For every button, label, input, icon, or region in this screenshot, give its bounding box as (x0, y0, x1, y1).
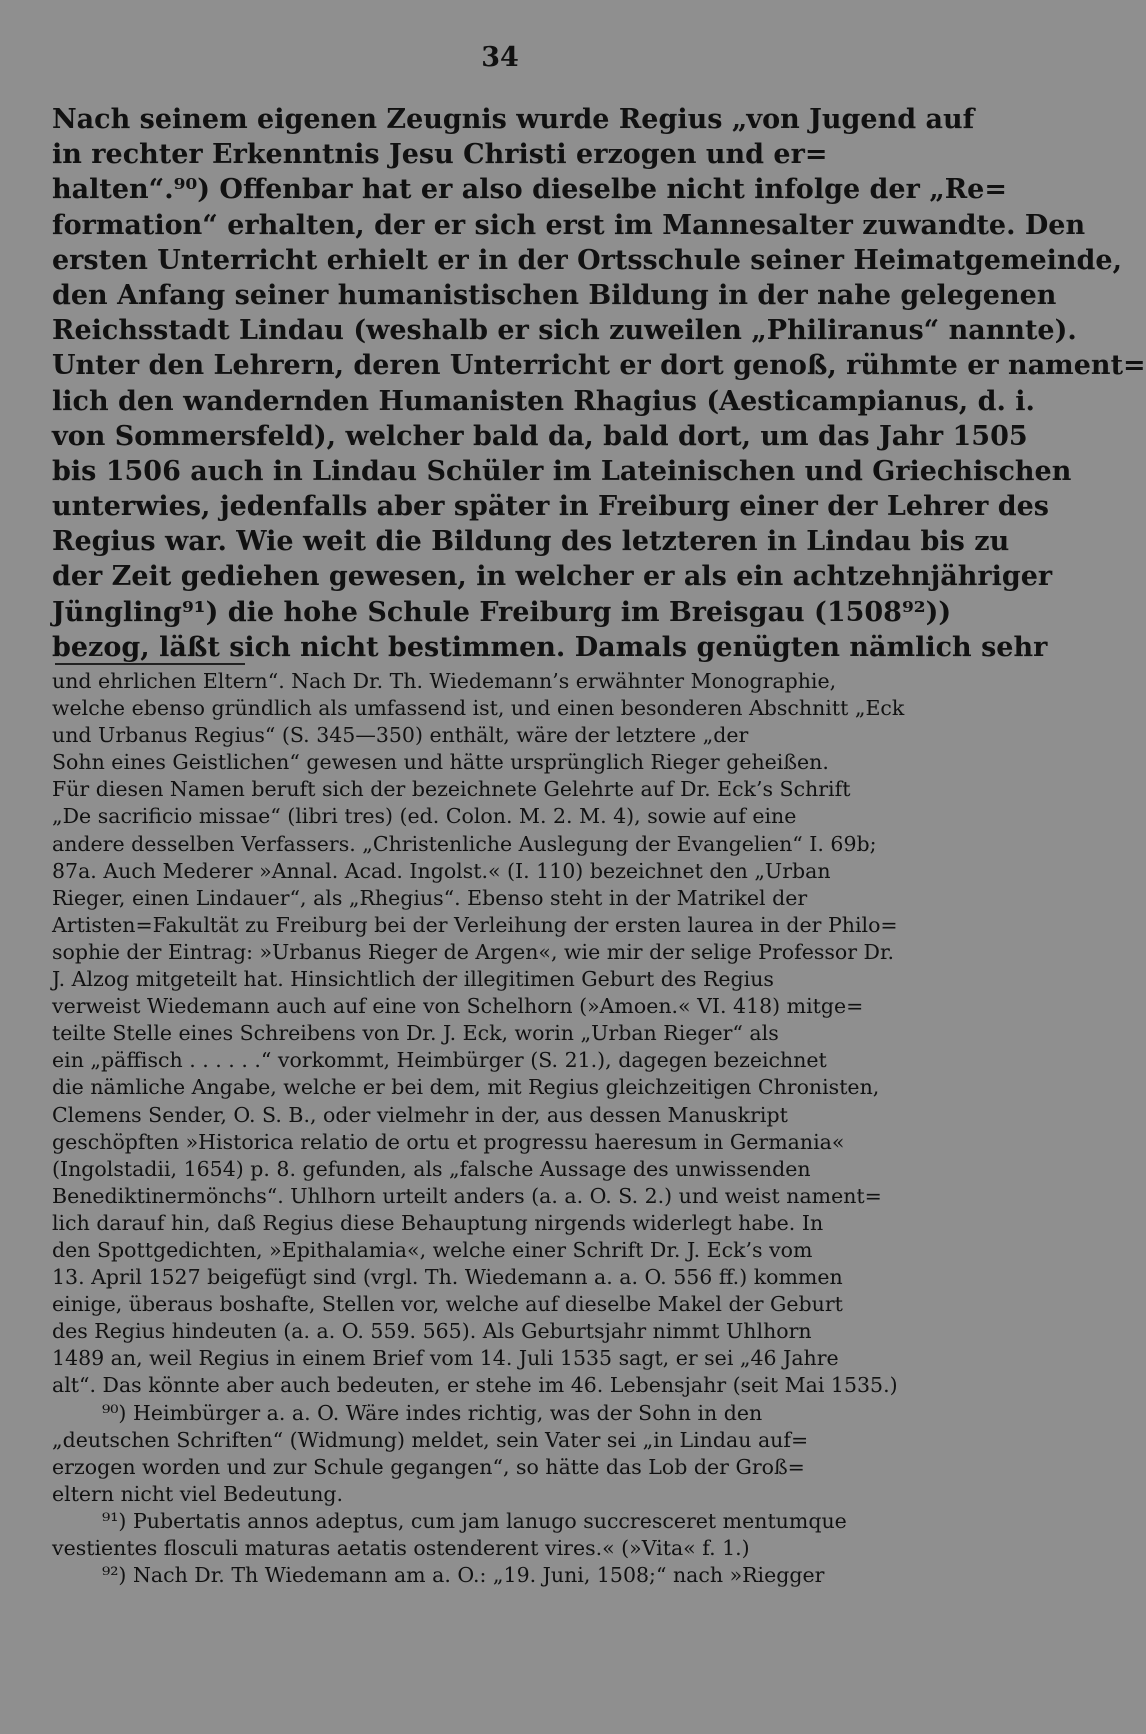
footnote-line: vestientes flosculi maturas aetatis ostenderent vires.« (»Vita« f. 1.) (52, 1536, 750, 1560)
footnote-line: Artisten=Fakultät zu Freiburg bei der Verleihung der ersten laurea in der Philo= (52, 912, 898, 937)
footnote-line: (Ingolstadii, 1654) p. 8. gefunden, als „falsche Aussage des unwissenden (52, 1156, 811, 1181)
footnote-separator (55, 663, 245, 665)
main-text-line: Nach seinem eigenen Zeugnis wurde Regius „von Jugend auf (52, 104, 975, 135)
main-text-line: Regius war. Wie weit die Bildung des letzteren in Lindau bis zu (52, 526, 1010, 558)
main-text-line: ersten Unterricht erhielt er in der Ortsschule seiner Heimatgemeinde, (52, 244, 1122, 276)
footnote-line: „De sacrificio missae“ (libri tres) (ed. Colon. M. 2. M. 4), sowie auf eine (52, 804, 797, 829)
footnote-line: den Spottgedichten, »Epithalamia«, welche einer Schrift Dr. J. Eck’s vom (52, 1237, 813, 1262)
footnote-line: J. Alzog mitgeteilt hat. Hinsichtlich der illegitimen Geburt des Regius (52, 967, 774, 992)
footnote-line: 13. April 1527 beigefügt sind (vrgl. Th. Wiedemann a. a. O. 556 ff.) kommen (52, 1265, 843, 1290)
main-text-line: den Anfang seiner humanistischen Bildung in der nahe gelegenen (52, 279, 1057, 311)
main-text-line: Jüngling⁹¹) die hohe Schule Freiburg im Breisgau (1508⁹²)) (52, 596, 952, 628)
footnote-line: alt“. Das könnte aber auch bedeuten, er stehe im 46. Lebensjahr (seit Mai 1535.) (52, 1373, 898, 1398)
footnote-line: geschöpften »Historica relatio de ortu et progressu haeresum in Germania« (52, 1129, 845, 1154)
footnote-line: Clemens Sender, O. S. B., oder vielmehr in der, aus dessen Manuskript (52, 1102, 788, 1127)
footnote-line: ein „päffisch . . . . . .“ vorkommt, Heimbürger (S. 21.), dagegen bezeichnet (52, 1048, 827, 1073)
footnote-line: verweist Wiedemann auch auf eine von Schelhorn (»Amoen.« VI. 418) mitge= (52, 994, 864, 1019)
main-text-line: halten“.⁹⁰) Offenbar hat er also dieselbe nicht infolge der „Re= (52, 174, 1007, 206)
footnote-line: lich darauf hin, daß Regius diese Behauptung nirgends widerlegt habe. In (52, 1210, 824, 1235)
main-text-line: von Sommersfeld), welcher bald da, bald dort, um das Jahr 1505 (52, 420, 1028, 452)
footnote-line: des Regius hindeuten (a. a. O. 559. 565). Als Geburtsjahr nimmt Uhlhorn (52, 1319, 812, 1344)
footnote-line: und ehrlichen Eltern“. Nach Dr. Th. Wiedemann’s erwähnter Monographie, (52, 669, 837, 693)
footnote-line: andere desselben Verfassers. „Christenliche Auslegung der Evangelien“ I. 69b; (52, 831, 877, 856)
footnote-line: einige, überaus boshafte, Stellen vor, welche auf dieselbe Makel der Geburt (52, 1292, 843, 1317)
main-text-line: lich den wandernden Humanisten Rhagius (Aesticampianus, d. i. (52, 385, 1035, 417)
footnote-line: Rieger, einen Lindauer“, als „Rhegius“. Ebenso steht in der Matrikel der (52, 885, 808, 910)
footnote-line: Sohn eines Geistlichen“ gewesen und hätte ursprünglich Rieger geheißen. (52, 750, 829, 775)
main-text-line: bezog, läßt sich nicht bestimmen. Damals genügten nämlich sehr (52, 631, 1048, 663)
footnote-line: erzogen worden und zur Schule gegangen“, so hätte das Lob der Groß= (52, 1454, 805, 1479)
footnote-line: Für diesen Namen beruft sich der bezeichnete Gelehrte auf Dr. Eck’s Schrift (52, 777, 851, 802)
footnote-line: ⁹⁰) Heimbürger a. a. O. Wäre indes richtig, was der Sohn in den (102, 1400, 763, 1425)
footnote-line: 87a. Auch Mederer »Annal. Acad. Ingolst.« (I. 110) bezeichnet den „Urban (52, 858, 831, 883)
footnote-line: die nämliche Angabe, welche er bei dem, mit Regius gleichzeitigen Chronisten, (52, 1075, 880, 1100)
footnote-line: ⁹²) Nach Dr. Th Wiedemann am a. O.: „19. Juni, 1508;“ nach »Riegger (102, 1563, 825, 1588)
footnote-line: Benediktinermönchs“. Uhlhorn urteilt anders (a. a. O. S. 2.) und weist nament= (52, 1183, 882, 1208)
main-text-line: formation“ erhalten, der er sich erst im Mannesalter zuwandte. Den (52, 209, 1086, 241)
main-text-line: der Zeit gediehen gewesen, in welcher er als ein achtzehnjähriger (52, 561, 1053, 593)
page-number: 34 (481, 42, 519, 73)
footnote-line: welche ebenso gründlich als umfassend ist, und einen besonderen Abschnitt „Eck (52, 696, 905, 721)
main-text (52, 102, 1146, 665)
footnote-line: teilte Stelle eines Schreibens von Dr. J. Eck, worin „Urban Rieger“ als (52, 1021, 779, 1046)
main-text-line: in rechter Erkenntnis Jesu Christi erzogen und er= (52, 139, 828, 171)
footnote-line: 1489 an, weil Regius in einem Brief vom 14. Juli 1535 sagt, er sei „46 Jahre (52, 1346, 839, 1371)
footnote-line: sophie der Eintrag: »Urbanus Rieger de Argen«, wie mir der selige Professor Dr. (52, 939, 895, 964)
main-text-line: Reichsstadt Lindau (weshalb er sich zuweilen „Philiranus“ nannte). (52, 315, 1077, 347)
footnote-line: und Urbanus Regius“ (S. 345—350) enthält, wäre der letztere „der (52, 723, 749, 748)
footnote-line: eltern nicht viel Bedeutung. (52, 1481, 344, 1506)
footnote-line: „deutschen Schriften“ (Widmung) meldet, sein Vater sei „in Lindau auf= (52, 1427, 809, 1452)
footnotes (52, 668, 952, 1589)
footnote-line: ⁹¹) Pubertatis annos adeptus, cum jam lanugo succresceret mentumque (102, 1508, 847, 1533)
main-text-line: bis 1506 auch in Lindau Schüler im Lateinischen und Griechischen (52, 455, 1072, 487)
main-text-line: unterwies, jedenfalls aber später in Freiburg einer der Lehrer des (52, 491, 1049, 523)
main-text-line: Unter den Lehrern, deren Unterricht er dort genoß, rühmte er nament= (52, 350, 1146, 382)
